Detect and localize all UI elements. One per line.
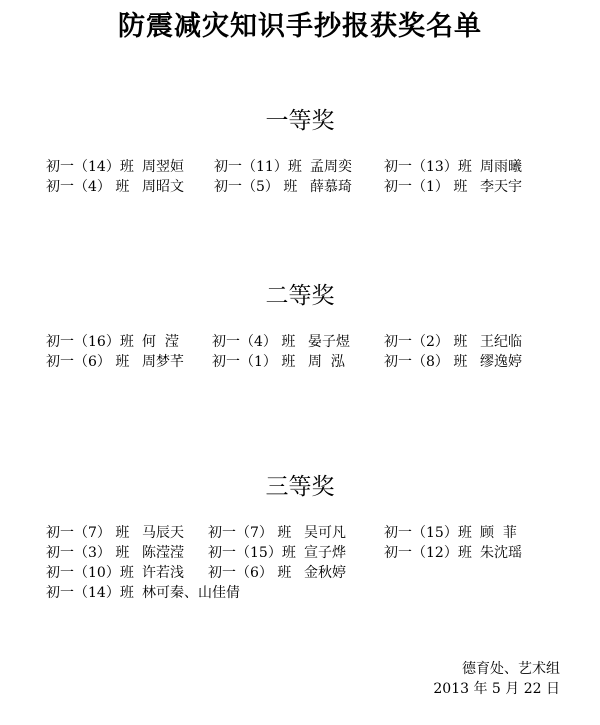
winner-entry xyxy=(384,542,522,562)
winner-name: 陈滢滢 xyxy=(142,545,184,561)
winner-class: 初一（10）班 xyxy=(46,565,134,581)
winner-class: 初一（13）班 xyxy=(384,159,472,175)
winner-class: 初一（15）班 xyxy=(208,545,296,561)
winner-name: 薛慕琦 xyxy=(310,179,352,195)
winner-entry xyxy=(46,542,184,562)
winner-name: 马辰天 xyxy=(142,525,184,541)
winner-entry xyxy=(46,582,240,602)
winner-name: 孟周奕 xyxy=(310,159,352,175)
winner-name: 顾 菲 xyxy=(480,525,517,541)
winner-name: 周昭文 xyxy=(142,179,184,195)
winner-entry xyxy=(208,522,346,542)
winner-entry xyxy=(208,542,346,562)
winner-name: 缪逸婷 xyxy=(480,354,522,370)
winner-entry xyxy=(384,156,522,176)
winner-entry xyxy=(46,562,184,582)
winner-name: 李天宇 xyxy=(480,179,522,195)
winner-entry xyxy=(46,351,184,371)
winner-name: 许若浅 xyxy=(142,565,184,581)
winner-class: 初一（6） 班 xyxy=(46,354,130,370)
third-prize-heading: 三等奖 xyxy=(265,474,335,500)
winner-class: 初一（14）班 xyxy=(46,585,134,601)
winner-name: 林可秦、山佳倩 xyxy=(142,585,240,601)
winner-name: 朱沈瑶 xyxy=(480,545,522,561)
winner-entry xyxy=(384,176,522,196)
winner-class: 初一（11）班 xyxy=(214,159,302,175)
first-prize-heading: 一等奖 xyxy=(265,108,335,134)
winner-name: 宣子烨 xyxy=(304,545,346,561)
winner-entry xyxy=(46,156,184,176)
page-title: 防震减灾知识手抄报获奖名单 xyxy=(118,11,482,42)
winner-entry xyxy=(212,351,345,371)
second-prize-heading: 二等奖 xyxy=(265,283,335,309)
winner-class: 初一（7） 班 xyxy=(46,525,130,541)
winner-class: 初一（1） 班 xyxy=(212,354,296,370)
winner-name: 何 滢 xyxy=(142,334,179,350)
winner-class: 初一（1） 班 xyxy=(384,179,468,195)
winner-entry xyxy=(46,331,179,351)
winner-class: 初一（4） 班 xyxy=(212,334,296,350)
winner-class: 初一（3） 班 xyxy=(46,545,130,561)
winner-name: 周翌姮 xyxy=(142,159,184,175)
winner-class: 初一（12）班 xyxy=(384,545,472,561)
winner-name: 周 泓 xyxy=(308,354,345,370)
winner-class: 初一（15）班 xyxy=(384,525,472,541)
footer-department: 德育处、艺术组 xyxy=(462,661,560,677)
winner-class: 初一（2） 班 xyxy=(384,334,468,350)
winner-entry xyxy=(384,522,517,542)
winner-class: 初一（7） 班 xyxy=(208,525,292,541)
winner-entry xyxy=(384,331,522,351)
winner-class: 初一（16）班 xyxy=(46,334,134,350)
winner-entry xyxy=(208,562,346,582)
winner-name: 王纪临 xyxy=(480,334,522,350)
winner-class: 初一（6） 班 xyxy=(208,565,292,581)
winner-name: 晏子煜 xyxy=(308,334,350,350)
winner-name: 周梦芊 xyxy=(142,354,184,370)
footer-date: 2013 年 5 月 22 日 xyxy=(433,681,560,697)
winner-class: 初一（8） 班 xyxy=(384,354,468,370)
winner-name: 金秋婷 xyxy=(304,565,346,581)
winner-entry xyxy=(46,522,184,542)
winner-entry xyxy=(212,331,350,351)
winner-entry xyxy=(46,176,184,196)
winner-entry xyxy=(214,156,352,176)
winner-entry xyxy=(384,351,522,371)
winner-name: 周雨曦 xyxy=(480,159,522,175)
winner-class: 初一（4） 班 xyxy=(46,179,130,195)
winner-name: 吴可凡 xyxy=(304,525,346,541)
winner-entry xyxy=(214,176,352,196)
winner-class: 初一（5） 班 xyxy=(214,179,298,195)
winner-class: 初一（14）班 xyxy=(46,159,134,175)
